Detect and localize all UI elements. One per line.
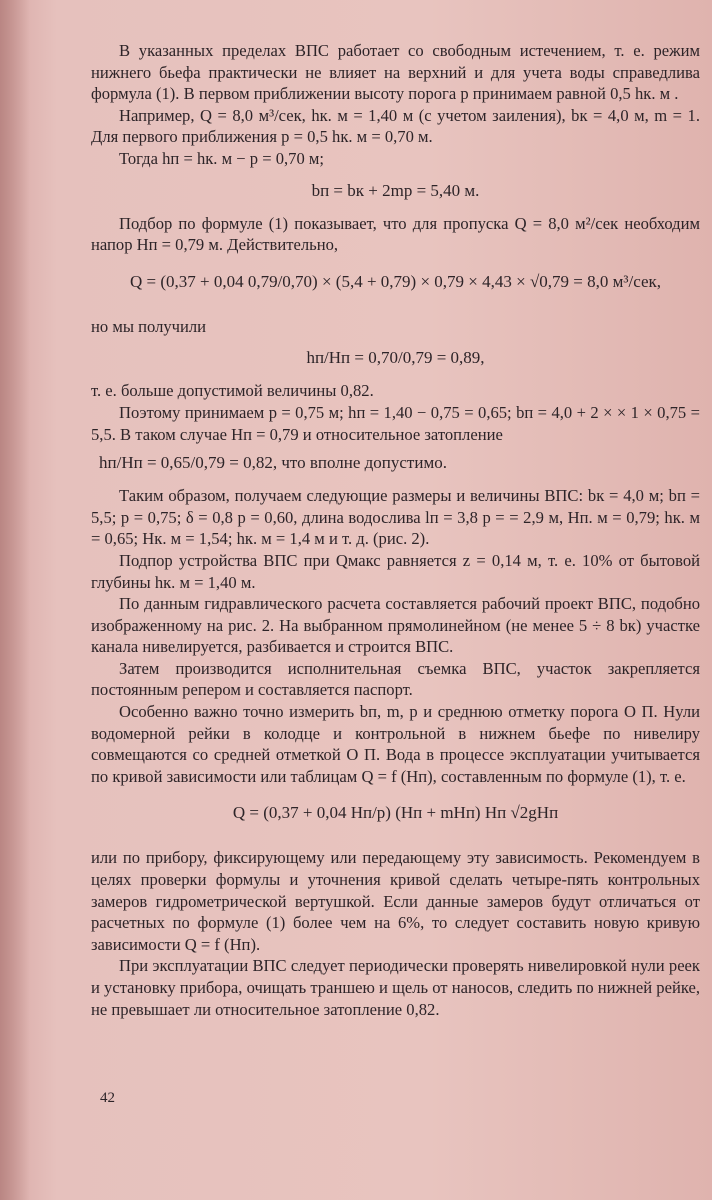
formula: hп/Hп = 0,70/0,79 = 0,89,	[306, 348, 485, 368]
paragraph: В указанных пределах ВПС работает со свободным истечением, т. е. режим нижнего бьефа практически не влияет на верхний и для учета воды справедлива формула (1). В первом приближении высоту порога p принимаем равной 0,5 hк. м .	[91, 41, 700, 104]
paragraph: Подбор по формуле (1) показывает, что для пропуска Q = 8,0 м²/сек необходим напор Hп = 0,79 м. Действительно,	[91, 213, 700, 255]
paragraph: Таким образом, получаем следующие размеры и величины ВПС: bк = 4,0 м; bп = 5,5; p = 0,75; δ = 0,8 p = 0,60, длина водослива lп = 3,8 p = = 2,9 м, Hп. м = 0,79; hк. м = 0,65; Hк. м = 1,54; hк. м = 1,4 м и т. д. (рис. 2).	[91, 486, 700, 549]
paragraph: При эксплуатации ВПС следует периодически проверять нивелировкой нули реек и установку прибора, очищать траншею и щель от наносов, следить по нижней рейке, не превышает ли относительное затопление 0,82.	[91, 956, 700, 1019]
paragraph: или по прибору, фиксирующему или передающему эту зависимость. Рекомендуем в целях проверки формулы и уточнения кривой сделать четыре-пять контрольных замеров гидрометрической вертушкой. Если данные замеров будут отличаться от расчетных по формуле (1) более чем на 6%, то следует составить новую кривую зависимости Q = f (Hп).	[91, 848, 700, 954]
page-text	[91, 40, 700, 1020]
formula: Q = (0,37 + 0,04 0,79/0,70) × (5,4 + 0,79) × 0,79 × 4,43 × √0,79 = 8,0 м³/сек,	[129, 271, 662, 291]
formula: hп/Hп = 0,65/0,79 = 0,82, что вполне допустимо.	[99, 453, 447, 473]
page-edge-shadow	[0, 0, 30, 1200]
paragraph: Например, Q = 8,0 м³/сек, hк. м = 1,40 м (с учетом заиления), bк = 4,0 м, m = 1. Для первого приближения p = 0,5 hк. м = 0,70 м.	[91, 105, 700, 147]
formula: Q = (0,37 + 0,04 Hп/p) (Hп + mHп) Hп √2gHп	[232, 803, 559, 823]
paragraph: Особенно важно точно измерить bп, m, p и среднюю отметку порога О П. Нули водомерной рейки в колодце и контрольной в нижнем бьефе по нивелиру совмещаются со средней отметкой О П. Вода в процессе эксплуатации учитывается по кривой зависимости или таблицам Q = f (Hп), составленным по формуле (1), т. е.	[91, 702, 700, 786]
paragraph: По данным гидравлического расчета составляется рабочий проект ВПС, подобно изображенному на рис. 2. На выбранном прямолинейном (не менее 5 ÷ 8 bк) участке канала нивелируется, разбивается и строится ВПС.	[91, 594, 700, 657]
paragraph: Поэтому принимаем p = 0,75 м; hп = 1,40 − 0,75 = 0,65; bп = 4,0 + 2 × × 1 × 0,75 = 5,5. В таком случае Hп = 0,79 и относительное затопление	[91, 402, 700, 444]
paragraph: Затем производится исполнительная съемка ВПС, участок закрепляется постоянным репером и составляется паспорт.	[91, 658, 700, 700]
paragraph: т. е. больше допустимой величины 0,82.	[91, 381, 374, 401]
paragraph: но мы получили	[91, 316, 207, 336]
paragraph: Тогда hп = hк. м − p = 0,70 м;	[119, 148, 325, 168]
page-number: 42	[100, 1090, 115, 1106]
paragraph: Подпор устройства ВПС при Qмакс равняется z = 0,14 м, т. е. 10% от бытовой глубины hк. м = 1,40 м.	[91, 550, 700, 592]
formula: bп = bк + 2mp = 5,40 м.	[311, 180, 480, 200]
